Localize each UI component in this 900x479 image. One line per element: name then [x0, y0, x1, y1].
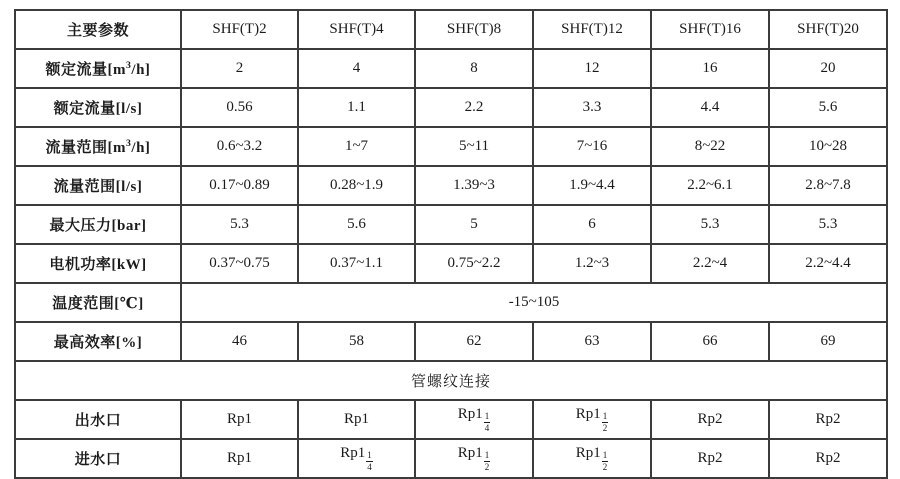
- value-cell: 8~22: [651, 127, 769, 166]
- fraction: $\frac{1}{2}$: [602, 450, 608, 472]
- table-row: [15, 88, 887, 127]
- value-cell: 8: [415, 49, 533, 88]
- value-cell: 2.2~6.1: [651, 166, 769, 205]
- value-cell: 0.6~3.2: [181, 127, 298, 166]
- value-cell: 10~28: [769, 127, 887, 166]
- fraction: $\frac{1}{2}$: [484, 450, 490, 472]
- value-cell: Rp1 $\frac{1}{2}$: [533, 400, 651, 439]
- table-row: [15, 127, 887, 166]
- value-cell: 1~7: [298, 127, 415, 166]
- value-cell: Rp1 $\frac{1}{2}$: [533, 439, 651, 478]
- value-cell: 1.2~3: [533, 244, 651, 283]
- value-cell: 58: [298, 322, 415, 361]
- value-cell: Rp1: [298, 400, 415, 439]
- value-cell: 1.1: [298, 88, 415, 127]
- value-cell: 0.37~1.1: [298, 244, 415, 283]
- value-cell: 2.2: [415, 88, 533, 127]
- row-label: 出水口: [15, 400, 181, 439]
- value-cell: 5.6: [298, 205, 415, 244]
- row-label: 流量范围$[m^3/h]$: [15, 127, 181, 166]
- value-cell: 2.8~7.8: [769, 166, 887, 205]
- value-cell: 4.4: [651, 88, 769, 127]
- value-cell: 16: [651, 49, 769, 88]
- table-row: [15, 322, 887, 361]
- value-cell: Rp1 $\frac{1}{4}$: [298, 439, 415, 478]
- spec-table: [14, 9, 888, 479]
- value-cell: 5: [415, 205, 533, 244]
- corner-header: 主要参数: [15, 10, 181, 49]
- row-label: 流量范围[l/s]: [15, 166, 181, 205]
- table-body: [15, 49, 887, 478]
- row-label: 最大压力[bar]: [15, 205, 181, 244]
- value-cell: 1.39~3: [415, 166, 533, 205]
- column-header: SHF(T)20: [769, 10, 887, 49]
- value-cell: 62: [415, 322, 533, 361]
- value-cell: Rp2: [769, 439, 887, 478]
- value-cell: 20: [769, 49, 887, 88]
- value-cell: 4: [298, 49, 415, 88]
- value-cell: 1.9~4.4: [533, 166, 651, 205]
- value-cell: 6: [533, 205, 651, 244]
- table-row: [15, 400, 887, 439]
- row-label: 温度范围[℃]: [15, 283, 181, 322]
- column-header: SHF(T)12: [533, 10, 651, 49]
- table-row: [15, 166, 887, 205]
- value-cell: 0.56: [181, 88, 298, 127]
- value-cell: 5~11: [415, 127, 533, 166]
- value-cell: 0.75~2.2: [415, 244, 533, 283]
- table-row: [15, 439, 887, 478]
- fraction: $\frac{1}{4}$: [367, 450, 372, 472]
- table-header: [15, 10, 887, 49]
- value-cell: 0.28~1.9: [298, 166, 415, 205]
- value-cell: 0.17~0.89: [181, 166, 298, 205]
- table-row: [15, 244, 887, 283]
- row-label: 电机功率[kW]: [15, 244, 181, 283]
- value-cell: 12: [533, 49, 651, 88]
- value-cell: 2.2~4.4: [769, 244, 887, 283]
- column-header: SHF(T)8: [415, 10, 533, 49]
- value-cell: 2.2~4: [651, 244, 769, 283]
- value-cell: 0.37~0.75: [181, 244, 298, 283]
- table-row: [15, 205, 887, 244]
- header-row: [15, 10, 887, 49]
- row-label: 最高效率[%]: [15, 322, 181, 361]
- table-row: [15, 49, 887, 88]
- fraction: $\frac{1}{2}$: [602, 411, 608, 433]
- value-cell: 5.3: [651, 205, 769, 244]
- value-cell: Rp1 $\frac{1}{2}$: [415, 439, 533, 478]
- value-cell: Rp2: [651, 439, 769, 478]
- value-cell: 3.3: [533, 88, 651, 127]
- span-value-cell: -15~105: [181, 283, 887, 322]
- section-header-cell: 管螺纹连接: [15, 361, 887, 400]
- fraction: $\frac{1}{4}$: [484, 411, 490, 433]
- value-cell: Rp2: [651, 400, 769, 439]
- value-cell: 2: [181, 49, 298, 88]
- value-cell: Rp1: [181, 439, 298, 478]
- table-row: [15, 361, 887, 400]
- value-cell: Rp1 $\frac{1}{4}$: [415, 400, 533, 439]
- row-label: 进水口: [15, 439, 181, 478]
- value-cell: 69: [769, 322, 887, 361]
- value-cell: 5.6: [769, 88, 887, 127]
- value-cell: 5.3: [181, 205, 298, 244]
- value-cell: 63: [533, 322, 651, 361]
- value-cell: Rp2: [769, 400, 887, 439]
- table-row: [15, 283, 887, 322]
- value-cell: 5.3: [769, 205, 887, 244]
- column-header: SHF(T)2: [181, 10, 298, 49]
- value-cell: 7~16: [533, 127, 651, 166]
- column-header: SHF(T)4: [298, 10, 415, 49]
- row-label: 额定流量$[m^3/h]$: [15, 49, 181, 88]
- row-label: 额定流量[l/s]: [15, 88, 181, 127]
- value-cell: 46: [181, 322, 298, 361]
- value-cell: Rp1: [181, 400, 298, 439]
- column-header: SHF(T)16: [651, 10, 769, 49]
- value-cell: 66: [651, 322, 769, 361]
